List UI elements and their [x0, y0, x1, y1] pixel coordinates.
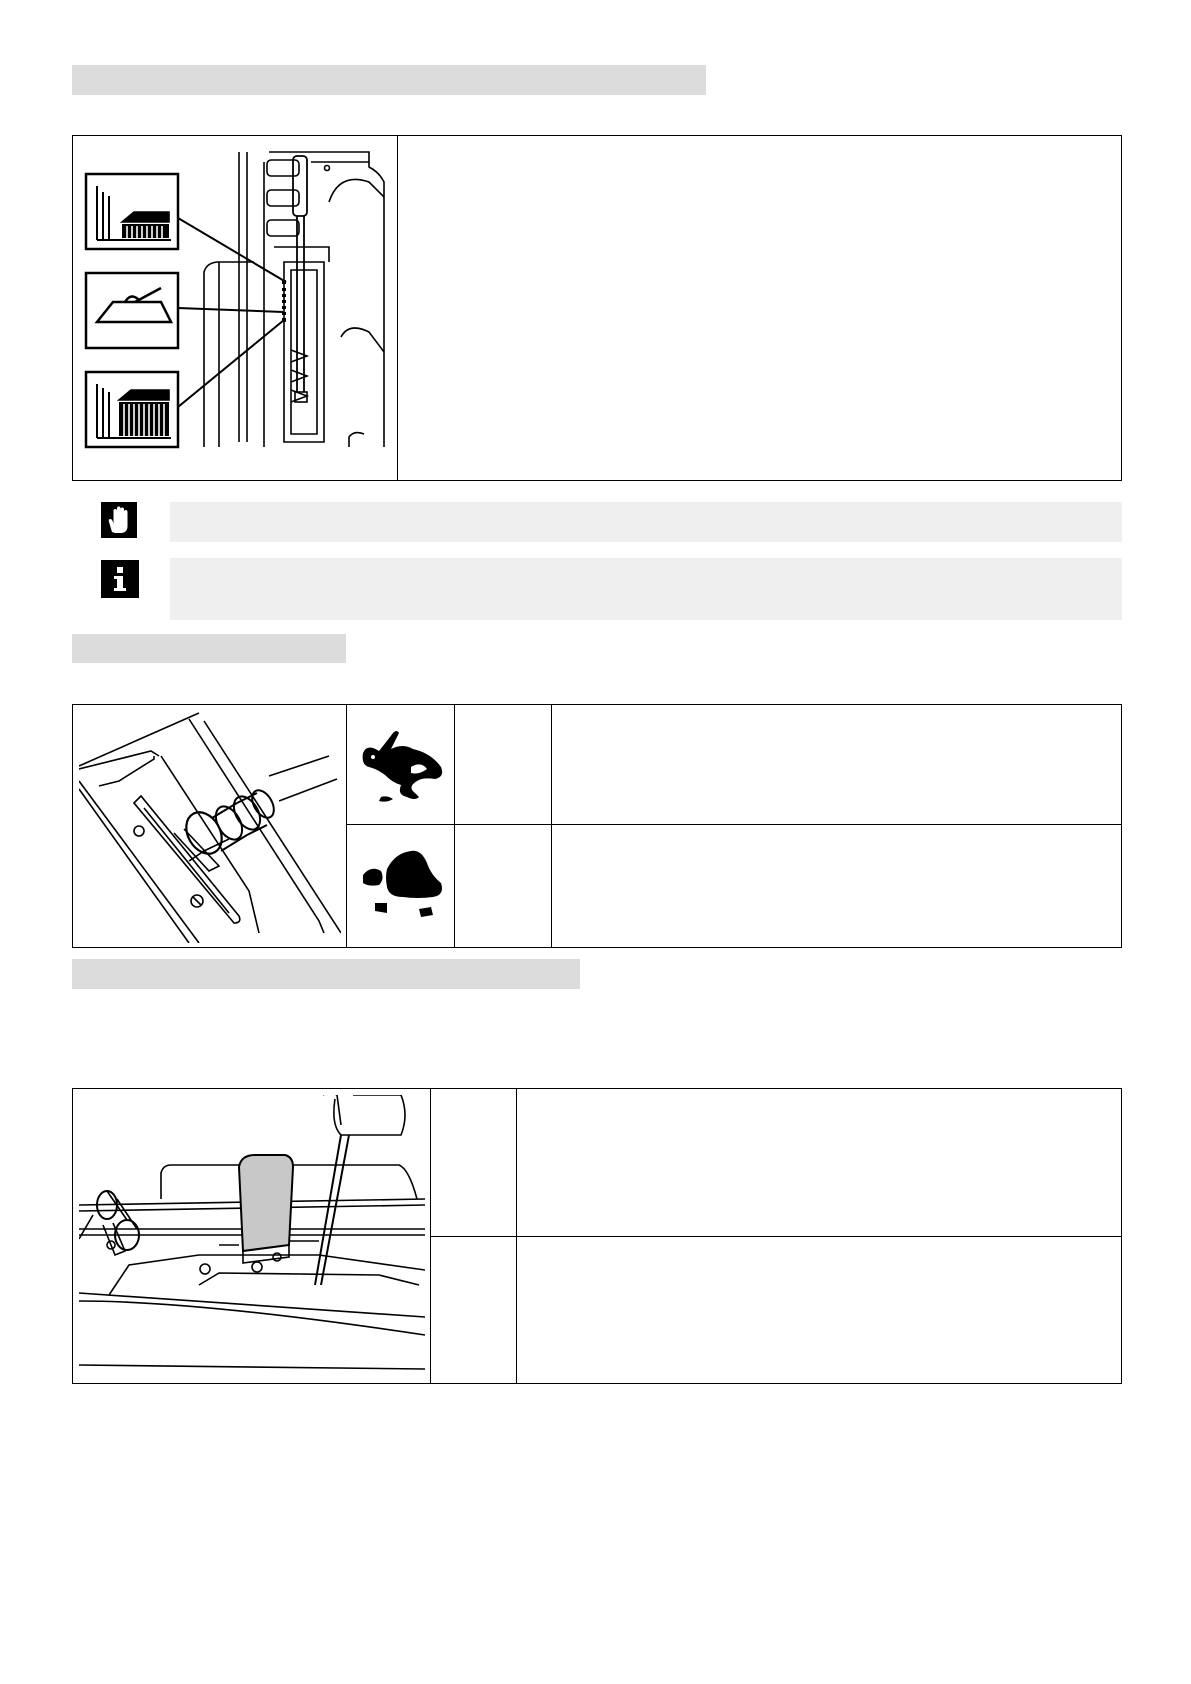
slow-speed-text [553, 826, 1121, 947]
cutting-height-table [72, 135, 1122, 481]
throttle-lever-illustration [79, 711, 341, 943]
info-notice [170, 558, 1122, 620]
info-icon [101, 560, 139, 598]
cutting-height-high-icon [86, 372, 178, 447]
info-notice-text [170, 551, 194, 584]
fast-speed-label [456, 705, 550, 823]
pedal-row-2-text [518, 1238, 1121, 1383]
hare-fast-icon [357, 723, 445, 807]
section1-description [399, 136, 1121, 480]
parking-lever-illustration [79, 1095, 425, 1379]
pedal-row-2-label [432, 1238, 516, 1383]
section-heading-1 [72, 65, 706, 95]
speed-control-table [72, 704, 1122, 948]
pedal-row-1-label [432, 1089, 516, 1235]
fast-speed-text [553, 705, 1121, 823]
slow-speed-label [456, 826, 550, 947]
section-heading-3 [72, 959, 580, 989]
tortoise-slow-icon [357, 843, 445, 927]
warning-notice [170, 502, 1122, 542]
cutting-height-lever-illustration [79, 142, 391, 472]
deck-transport-icon [86, 273, 178, 348]
stop-hand-icon [101, 502, 137, 538]
pedal-row-1-text [518, 1089, 1121, 1235]
cutting-height-low-icon [86, 174, 178, 249]
warning-notice-text [170, 495, 194, 528]
pedal-lever-table [72, 1088, 1122, 1384]
section-heading-2 [72, 634, 346, 663]
